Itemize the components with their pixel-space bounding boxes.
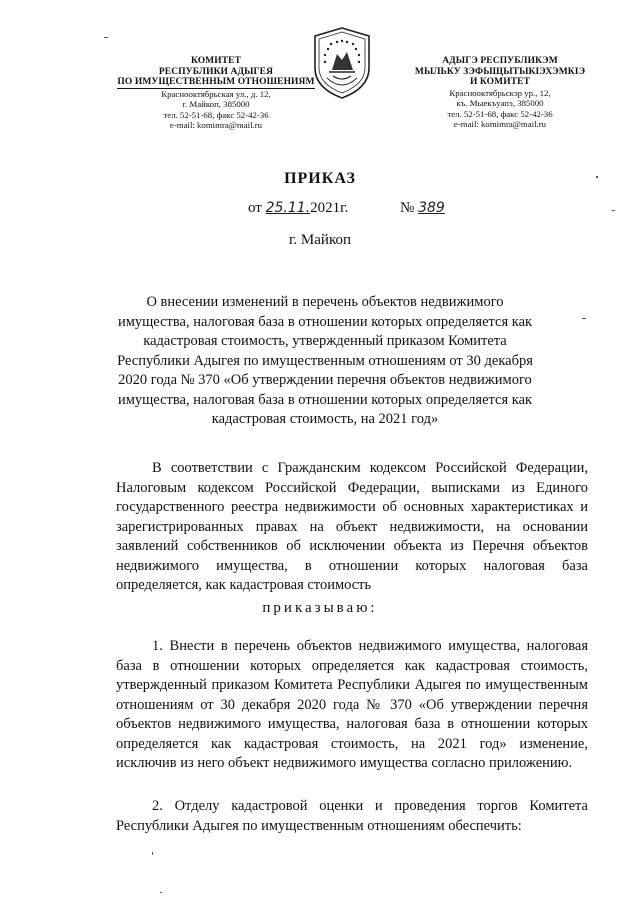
preamble-paragraph: В соответствии с Гражданским кодексом Российской Федерации, Налоговым кодексом Российской Федерации, выписками из Единого государственного реестра недвижимости об основных характеристиках и зарегистрированных правах на объект недвижимости, на основании заявлений собственников об исключении объекта из Перечня объектов недвижимого имущества, в отношении которых налоговая база определяется, как кадастровая стоимость [116, 460, 588, 593]
document-city: г. Майкоп [288, 232, 352, 248]
order-word: приказываю: [262, 600, 378, 616]
scan-speck [612, 210, 615, 211]
org-name-line: И КОМИТЕТ [469, 77, 531, 87]
org-name-line: РЕСПУБЛИКИ АДЫГЕЯ [158, 66, 274, 77]
org-email: e-mail: komimra@mail.ru [453, 119, 547, 129]
org-city: г. Майкоп, 385000 [182, 99, 250, 109]
org-city: къ. Мыекъуапэ, 385000 [456, 98, 544, 108]
scan-speck [152, 852, 153, 855]
org-email: e-mail: komimra@mail.ru [169, 120, 263, 130]
scan-speck [160, 892, 162, 893]
org-phone: тел. 52-51-68, факс 52-42-36 [447, 108, 553, 119]
org-name-line: МЫЛЬКУ ЗЭФЫЩЫТЫКІЭХЭМКІЭ [414, 66, 586, 77]
date-prefix: от [248, 200, 262, 216]
document-title: ПРИКАЗ [284, 170, 356, 187]
org-name-line: ПО ИМУЩЕСТВЕННЫМ ОТНОШЕНИЯМ [117, 77, 315, 87]
org-address: Краснооктябрьская ул., д. 12, [161, 88, 271, 99]
date-year: 2021г. [310, 200, 349, 216]
header-right [412, 56, 588, 130]
scan-speck [104, 37, 108, 38]
org-phone: тел. 52-51-68, факс 52-42-36 [163, 109, 269, 120]
header-left [112, 56, 320, 131]
date-number-line [248, 200, 488, 217]
org-address: Краснооктябрьскэр ур., 12, [449, 87, 551, 98]
handwritten-number: 389 [418, 200, 445, 216]
coat-of-arms-icon [311, 26, 373, 100]
number-prefix: № [400, 200, 415, 216]
scan-speck [596, 176, 598, 178]
handwritten-date: 25.11. [265, 200, 311, 216]
scan-speck [582, 318, 586, 319]
org-name-line: АДЫГЭ РЕСПУБЛИКЭМ [442, 56, 558, 66]
org-name-line: КОМИТЕТ [190, 56, 242, 66]
document-subject: О внесении изменений в перечень объектов недвижимого имущества, налоговая база в отношении которых определяется как кадастровая стоимость, утвержденный приказом Комитета Республики Адыгея по имущественным отношениям от 30 декабря 2020 года № 370 «Об утверждении перечня объектов недвижимого имущества, налоговая база в отношении которых определяется как кадастровая стоимость, на 2021 год» [117, 294, 533, 427]
item-2-paragraph: 2. Отделу кадастровой оценки и проведения торгов Комитета Республики Адыгея по имущественным отношениям обеспечить: [116, 798, 588, 834]
item-1-paragraph: 1. Внести в перечень объектов недвижимого имущества, налоговая база в отношении которых определяется как кадастровая стоимость, утвержденный приказом Комитета Республики Адыгея по имущественным отношениям от 30 декабря 2020 года № 370 «Об утверждении перечня объектов недвижимого имущества, налоговая база в отношении которых определяется как кадастровая стоимость, на 2021 год» изменение, исключив из него объект недвижимого имущества согласно приложению. [116, 638, 588, 771]
